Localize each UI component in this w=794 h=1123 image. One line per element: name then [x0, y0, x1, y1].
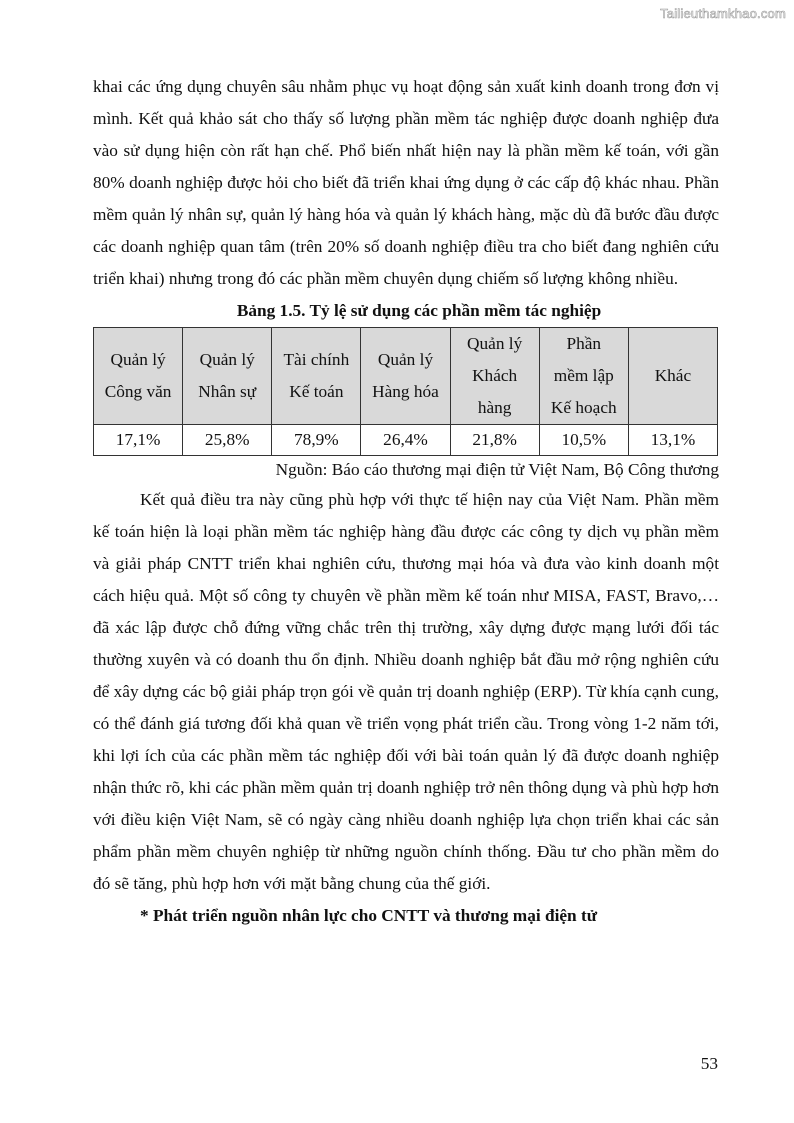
value-cell-khac: 13,1%	[628, 425, 717, 456]
page-number: 53	[700, 1054, 718, 1073]
value-cell-cong-van: 17,1%	[94, 425, 183, 456]
header-cell-hang-hoa: Quản lý Hàng hóa	[361, 328, 450, 425]
table-source: Nguồn: Báo cáo thương mại điện tử Việt Nam, Bộ Công thương	[275, 460, 719, 479]
paragraph-1: khai các ứng dụng chuyên sâu nhằm phục vụ hoạt động sản xuất kinh doanh trong đơn vị mình. Kết quả khảo sát cho thấy số lượng phần mềm tác nghiệp được doanh nghiệp đưa vào sử dụng hiện còn rất hạn chế. Phổ biến nhất hiện nay là phần mềm kế toán, với gần 80% doanh nghiệp được hỏi cho biết đã triển khai ứng dụng ở các cấp độ khác nhau. Phần mềm quản lý nhân sự, quản lý hàng hóa và quản lý khách hàng, mặc dù đã bước đầu được các doanh nghiệp quan tâm (trên 20% số doanh nghiệp điều tra cho biết đang nghiên cứu triển khai) nhưng trong đó các phần mềm chuyên dụng chiếm số lượng không nhiều.	[93, 77, 719, 288]
header-cell-ke-hoach: Phần mềm lập Kế hoạch	[539, 328, 628, 425]
value-cell-nhan-su: 25,8%	[183, 425, 272, 456]
table-row	[94, 425, 718, 456]
value-cell-khach-hang: 21,8%	[450, 425, 539, 456]
header-cell-cong-van: Quản lý Công văn	[94, 328, 183, 425]
header-cell-nhan-su: Quản lý Nhân sự	[183, 328, 272, 425]
table-caption: Bảng 1.5. Tỷ lệ sử dụng các phần mềm tác nghiệp	[236, 301, 602, 320]
header-cell-khach-hang: Quản lý Khách hàng	[450, 328, 539, 425]
paragraph-2: Kết quả điều tra này cũng phù hợp với thực tế hiện nay của Việt Nam. Phần mềm kế toán hiện là loại phần mềm tác nghiệp hàng đầu được các công ty dịch vụ phần mềm và giải pháp CNTT triển khai nghiên cứu, thương mại hóa và đưa vào kinh doanh một cách hiệu quả. Một số công ty chuyên về phần mềm kế toán như MISA, FAST, Bravo,… đã xác lập được chỗ đứng vững chắc trên thị trường, xây dựng được mạng lưới đối tác thường xuyên và có doanh thu ổn định. Nhiều doanh nghiệp bắt đầu mở rộng nghiên cứu để xây dựng các bộ giải pháp trọn gói về quản trị doanh nghiệp (ERP). Từ khía cạnh cung, có thể đánh giá tương đối khả quan về triển vọng phát triển cầu. Trong vòng 1-2 năm tới, khi lợi ích của các phần mềm tác nghiệp đối với bài toán quản lý đã được doanh nghiệp nhận thức rõ, khi các phần mềm quản trị doanh nghiệp trở nên thông dụng và phù hợp hơn với điều kiện Việt Nam, sẽ có ngày càng nhiều doanh nghiệp lựa chọn triển khai các sản phẩm phần mềm chuyên nghiệp từ những nguồn chính thống. Đầu tư cho phần mềm do đó sẽ tăng, phù hợp hơn với mặt bằng chung của thế giới.	[93, 490, 719, 893]
document-body	[93, 71, 719, 932]
value-cell-hang-hoa: 26,4%	[361, 425, 450, 456]
table-header-row	[94, 328, 718, 425]
value-cell-ke-toan: 78,9%	[272, 425, 361, 456]
software-usage-table	[93, 327, 718, 456]
header-cell-khac: Khác	[628, 328, 717, 425]
value-cell-ke-hoach: 10,5%	[539, 425, 628, 456]
section-heading: * Phát triển nguồn nhân lực cho CNTT và thương mại điện tử	[140, 906, 598, 925]
watermark: Tailieuthamkhao.com	[660, 6, 786, 21]
header-cell-ke-toan: Tài chính Kế toán	[272, 328, 361, 425]
